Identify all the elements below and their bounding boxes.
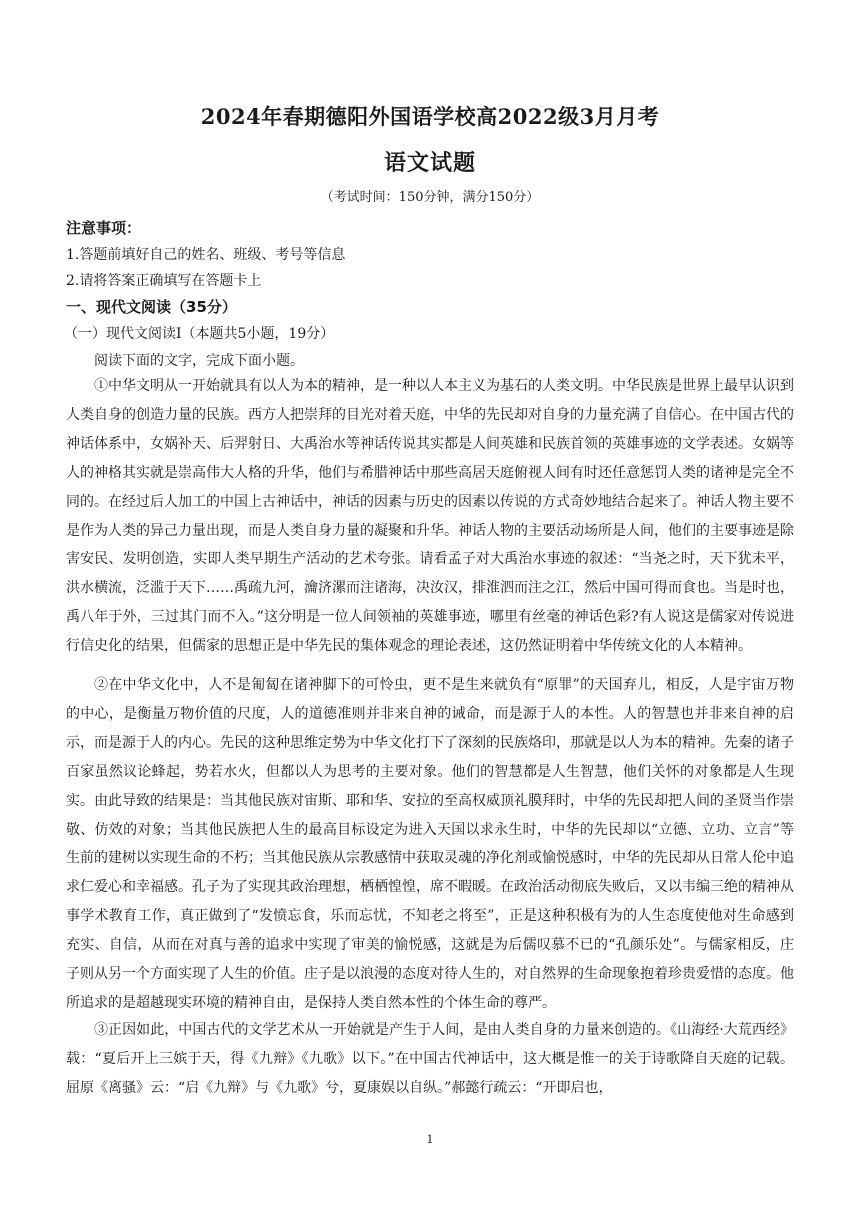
exam-title: 2024年春期德阳外国语学校高2022级3月月考 (200, 104, 660, 129)
subject-title: 语文试题 (383, 150, 476, 176)
paragraph-2: ②在中华文化中，人不是匍匐在诸神脚下的可怜虫，更不是生来就负有“原罪”的天国弃儿，相反，人是宇宙万物的中心，是衡量万物价值的尺度，人的道德准则并非来自神的诫命，而是源于人的本性。人的智慧也并非来自神的启示，而是源于人的内心。先民的这种思维定势为中华文化打下了深刻的民族烙印，那就是以人为本的精神。先秦的诸子百家虽然议论蜂起，势若水火，但都以人为思考的主要对象。他们的智慧都是人生智慧，他们关怀的对象都是人生现实。由此导致的结果是：当其他民族对宙斯、耶和华、安拉的至高权威顶礼膜拜时，中华的先民却把人间的圣贤当作崇敬、仿效的对象；当其他民族把人生的最高目标设定为进入天国以求永生时，中华的先民却以“立德、立功、立言”等生前的建树以实现生命的不朽；当其他民族从宗教感情中获取灵魂的净化剂或愉悦感时，中华的先民却从日常人伦中追求仁爱心和幸福感。孔子为了实现其政治理想，栖栖惶惶，席不暇暖。在政治活动彻底失败后，又以韦编三绝的精神从事学术教育工作，真正做到了“发愤忘食，乐而忘忧，不知老之将至”，正是这种积极有为的人生态度使他对生命感到充实、自信，从而在对真与善的追求中实现了审美的愉悦感，这就是为后儒叹慕不已的“孔颜乐处”。与儒家相反，庄子则从另一个方面实现了人生的价值。庄子是以浪漫的态度对待人生的，对自然界的生命现象抱着珍贵爱惜的态度。他所追求的是超越现实环境的精神自由，是保持人类自然本性的个体生命的尊严。 (66, 677, 794, 1011)
notice-item-1: 1.答题前填好自己的姓名、班级、考号等信息 (66, 247, 346, 263)
section-title: 一、现代文阅读（35分） (66, 298, 237, 316)
exam-info: （考试时间：150分钟，满分150分） (320, 190, 540, 205)
notice-heading: 注意事项： (66, 219, 142, 237)
page-number: 1 (426, 1133, 434, 1146)
subsection-title: （一）现代文阅读Ⅰ（本题共5小题，19分） (64, 326, 335, 342)
paragraph-3: ③正因如此，中国古代的文学艺术从一开始就是产生于人间，是由人类自身的力量来创造的。《山海经·大荒西经》载：“夏后开上三嫔于天，得《九辩》《九歌》以下。”在中国古代神话中，这大概是惟一的关于诗歌降自天庭的记载。屈原《离骚》云：“启《九辩》与《九歌》兮，夏康娱以自纵。”郝懿行疏云：“开即启也， (66, 1022, 794, 1096)
notice-item-2: 2.请将答案正确填写在答题卡上 (66, 273, 262, 289)
reading-instruction: 阅读下面的文字，完成下面小题。 (94, 353, 304, 369)
paragraph-1: ①中华文明从一开始就具有以人为本的精神，是一种以人本主义为基石的人类文明。中华民族是世界上最早认识到人类自身的创造力量的民族。西方人把崇拜的目光对着天庭，中华的先民却对自身的力量充满了自信心。在中国古代的神话体系中，女娲补天、后羿射日、大禹治水等神话传说其实都是人间英雄和民族首领的英雄事迹的文学表述。女娲等人的神格其实就是崇高伟大人格的升华，他们与希腊神话中那些高居天庭俯视人间有时还任意惩罚人类的诸神是完全不同的。在经过后人加工的中国上古神话中，神话的因素与历史的因素以传说的方式奇妙地结合起来了。神话人物主要不是作为人类的异己力量出现，而是人类自身力量的凝聚和升华。神话人物的主要活动场所是人间，他们的主要事迹是除害安民、发明创造，实即人类早期生产活动的艺术夸张。请看孟子对大禹治水事迹的叙述：“当尧之时，天下犹未平，洪水横流，泛滥于天下……禹疏九河，瀹济漯而注诸海，决汝汉，排淮泗而注之江，然后中国可得而食也。当是时也，禹八年于外，三过其门而不入。”这分明是一位人间领袖的英雄事迹，哪里有丝毫的神话色彩?有人说这是儒家对传说进行信史化的结果，但儒家的思想正是中华先民的集体观念的理论表述，这仍然证明着中华传统文化的人本精神。 (66, 378, 794, 655)
